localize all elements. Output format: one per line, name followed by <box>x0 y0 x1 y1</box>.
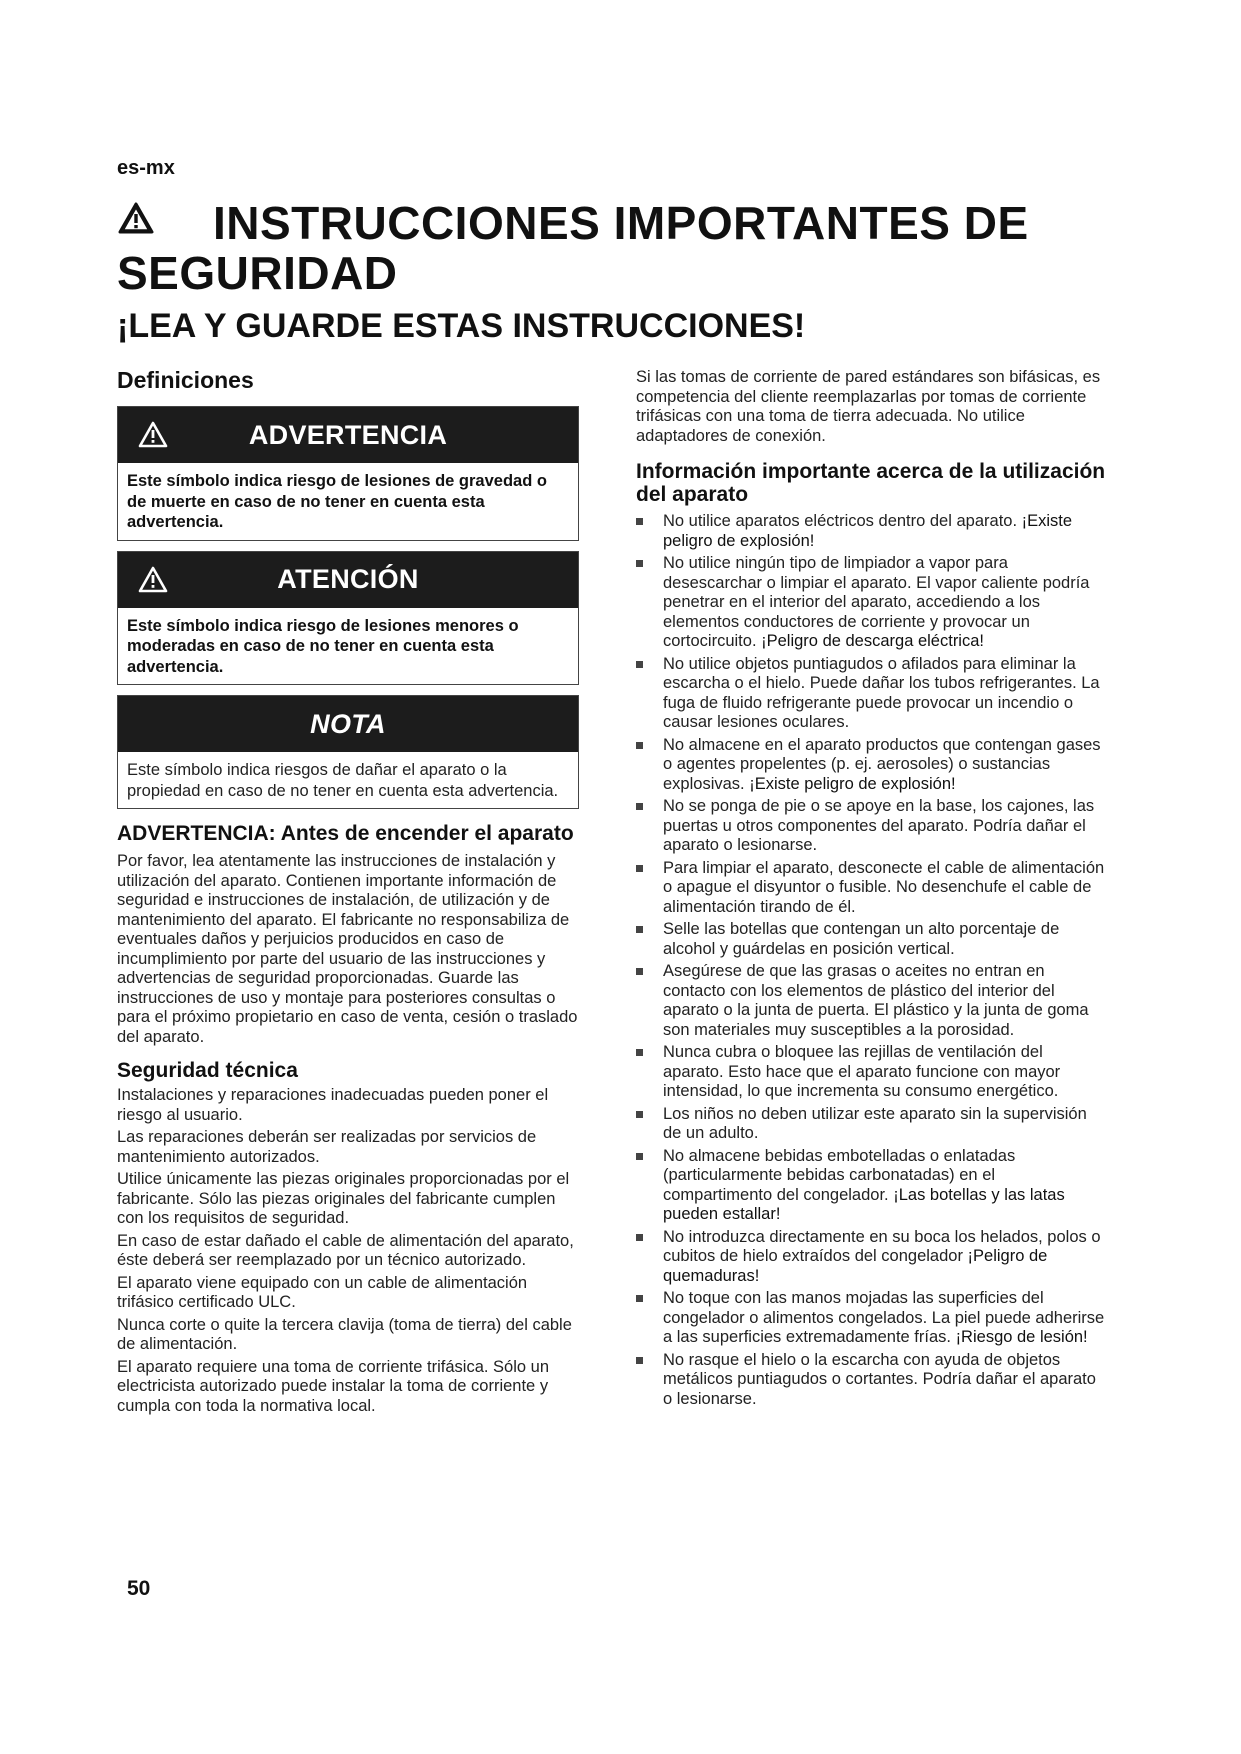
page-number: 50 <box>127 1577 151 1600</box>
grounding-note: Si las tomas de corriente de pared estándares son bifásicas, es competencia del cliente reemplazarlas por tomas de corriente trifásicas con una toma de tierra adecuada. No utilice adaptadores de conexión. <box>636 368 1101 445</box>
square-bullet-icon <box>636 968 643 975</box>
square-bullet-icon <box>636 1049 643 1056</box>
list-item <box>636 655 1106 733</box>
list-item-emphasis: ¡Peligro de descarga eléctrica! <box>761 632 984 650</box>
list-item-text: No utilice ningún tipo de limpiador a vapor para desescarchar o limpiar el aparato. El vapor caliente podría penetrar en el interior del aparato, accediendo a los elementos conductores de corriente y provocar un cortocircuito. <box>663 554 1090 650</box>
list-item <box>636 1351 1106 1410</box>
usage-info-list <box>636 512 1106 1409</box>
before-use-text: Por favor, lea atentamente las instrucciones de instalación y utilización del aparato. Contienen importante información de seguridad e instrucciones de instalación, de utilización y de mantenimiento del aparato. El fabricante no responsabiliza de eventuales daños y perjuicios producidos en caso de incumplimiento por parte del usuario de las instrucciones y advertencias de seguridad proporcionadas. Guarde las instrucciones de uso y montaje para posteriores consultas o para el próximo propietario en caso de venta, cesión o traslado del aparato. <box>117 852 578 1046</box>
left-column <box>117 368 579 1416</box>
technical-safety-paragraph: Utilice únicamente las piezas originales proporcionadas por el fabricante. Sólo las piezas originales del fabricante cumplen con los requisitos de seguridad. <box>117 1170 570 1227</box>
note-banner <box>118 696 578 752</box>
list-item-text: No toque con las manos mojadas las superficies del congelador o alimentos congelados. La piel puede adherirse a las superficies extremadamente frías. <box>663 1289 1105 1346</box>
list-item-text: No almacene en el aparato productos que contengan gases o agentes propelentes (p. ej. aerosoles) o sustancias explosivas. <box>663 735 1101 793</box>
list-item <box>636 736 1106 795</box>
note-definition-box <box>117 695 579 809</box>
locale-code: es-mx <box>117 157 175 179</box>
list-item-text: Asegúrese de que las grasas o aceites no entran en contacto con los elementos de plástico del interior del aparato o la junta de puerta. El plástico y la junta de goma son materiales muy susceptibles a la porosidad. <box>663 962 1089 1039</box>
list-item-text: No introduzca directamente en su boca los helados, polos o cubitos de hielo extraídos del congelador <box>663 1227 1101 1265</box>
list-item-text: No utilice objetos puntiagudos o afilados para eliminar la escarcha o el hielo. Puede dañar los tubos refrigerantes. La fuga de fluido refrigerante puede provocar un incendio o causar lesiones oculares. <box>663 654 1100 731</box>
technical-safety-paragraph: En caso de estar dañado el cable de alimentación del aparato, éste deberá ser reemplazado por un técnico autorizado. <box>117 1231 574 1269</box>
technical-safety-paragraph: El aparato viene equipado con un cable de alimentación trifásico certificado ULC. <box>117 1273 528 1311</box>
list-item <box>636 512 1106 551</box>
list-item-emphasis: ¡Existe peligro de explosión! <box>663 512 1073 550</box>
list-item <box>636 1105 1106 1144</box>
note-text: Este símbolo indica riesgos de dañar el aparato o la propiedad en caso de no tener en cuenta esta advertencia. <box>127 761 559 800</box>
list-item-emphasis: ¡Peligro de quemaduras! <box>663 1247 1048 1285</box>
square-bullet-icon <box>636 742 643 749</box>
caution-banner <box>118 552 578 608</box>
list-item-text: Nunca cubra o bloquee las rejillas de ventilación del aparato. Esto hace que el aparato funcione con mayor intensidad, lo que incrementa su consumo energético. <box>663 1043 1061 1100</box>
list-item-text: No se ponga de pie o se apoye en la base, los cajones, las puertas u otros componentes del aparato. Podría dañar el aparato o lesionarse. <box>663 797 1095 854</box>
list-item-emphasis: ¡Existe peligro de explosión! <box>749 774 956 793</box>
caution-text: Este símbolo indica riesgo de lesiones menores o moderadas en caso de no tener en cuenta esta advertencia. <box>127 616 519 676</box>
square-bullet-icon <box>636 560 643 567</box>
warning-banner <box>118 407 578 463</box>
warning-triangle-icon <box>138 421 168 448</box>
warning-label: ADVERTENCIA <box>248 419 448 450</box>
list-item <box>636 1043 1106 1102</box>
technical-safety-paragraph: Instalaciones y reparaciones inadecuadas pueden poner el riesgo al usuario. <box>117 1086 549 1124</box>
square-bullet-icon <box>636 1295 643 1302</box>
technical-safety-body <box>117 1086 579 1416</box>
technical-safety-paragraph: El aparato requiere una toma de corriente trifásica. Sólo un electricista autorizado puede instalar la toma de corriente y cumpla con toda la normativa local. <box>117 1357 549 1415</box>
list-item-text: No rasque el hielo o la escarcha con ayuda de objetos metálicos puntiagudos o cortantes. Podría dañar el aparato o lesionarse. <box>663 1350 1096 1408</box>
square-bullet-icon <box>636 1234 643 1241</box>
list-item-text: Los niños no deben utilizar este aparato sin la supervisión de un adulto. <box>663 1104 1087 1142</box>
list-item-text: Para limpiar el aparato, desconecte el cable de alimentación o apague el disyuntor o fusible. No desenchufe el cable de alimentación tirando de él. <box>663 858 1105 916</box>
warning-text: Este símbolo indica riesgo de lesiones de gravedad o de muerte en caso de no tener en cuenta esta advertencia. <box>127 472 547 531</box>
technical-safety-paragraph: Las reparaciones deberán ser realizadas por servicios de mantenimiento autorizados. <box>117 1128 537 1166</box>
square-bullet-icon <box>636 803 643 810</box>
caution-label: ATENCIÓN <box>277 564 419 594</box>
technical-safety-heading: Seguridad técnica <box>117 1059 298 1082</box>
technical-safety-paragraph: Nunca corte o quite la tercera clavija (toma de tierra) del cable de alimentación. <box>117 1315 572 1353</box>
page-subtitle: ¡LEA Y GUARDE ESTAS INSTRUCCIONES! <box>117 307 806 345</box>
list-item-text: No almacene bebidas embotelladas o enlatadas (particularmente bebidas carbonatadas) en el compartimento del congelador. <box>663 1146 1016 1204</box>
square-bullet-icon <box>636 518 643 525</box>
square-bullet-icon <box>636 1357 643 1364</box>
list-item <box>636 1289 1106 1348</box>
warning-triangle-icon <box>138 566 168 593</box>
definitions-heading: Definiciones <box>117 367 254 393</box>
right-column <box>636 368 1106 1412</box>
main-title <box>117 198 1117 298</box>
caution-definition-box <box>117 551 579 686</box>
list-item <box>636 962 1106 1040</box>
list-item <box>636 1147 1106 1225</box>
warning-definition-box <box>117 406 579 541</box>
list-item <box>636 1228 1106 1287</box>
square-bullet-icon <box>636 865 643 872</box>
list-item <box>636 554 1106 652</box>
warning-triangle-icon <box>117 201 155 235</box>
list-item <box>636 920 1106 959</box>
list-item <box>636 797 1106 856</box>
square-bullet-icon <box>636 1153 643 1160</box>
list-item <box>636 859 1106 918</box>
main-title-text: INSTRUCCIONES IMPORTANTES DE SEGURIDAD <box>117 197 1029 299</box>
note-label: NOTA <box>310 708 386 739</box>
square-bullet-icon <box>636 926 643 933</box>
list-item-emphasis: ¡Riesgo de lesión! <box>955 1328 1088 1346</box>
list-item-text: No utilice aparatos eléctricos dentro del aparato. <box>663 512 1018 530</box>
square-bullet-icon <box>636 1111 643 1118</box>
before-use-heading: ADVERTENCIA: Antes de encender el aparato <box>117 822 574 845</box>
square-bullet-icon <box>636 661 643 668</box>
usage-info-heading: Información importante acerca de la utilización del aparato <box>636 460 1106 506</box>
list-item-emphasis: ¡Las botellas y las latas pueden estallar! <box>663 1185 1065 1223</box>
list-item-text: Selle las botellas que contengan un alto porcentaje de alcohol y guárdelas en posición vertical. <box>663 920 1060 958</box>
